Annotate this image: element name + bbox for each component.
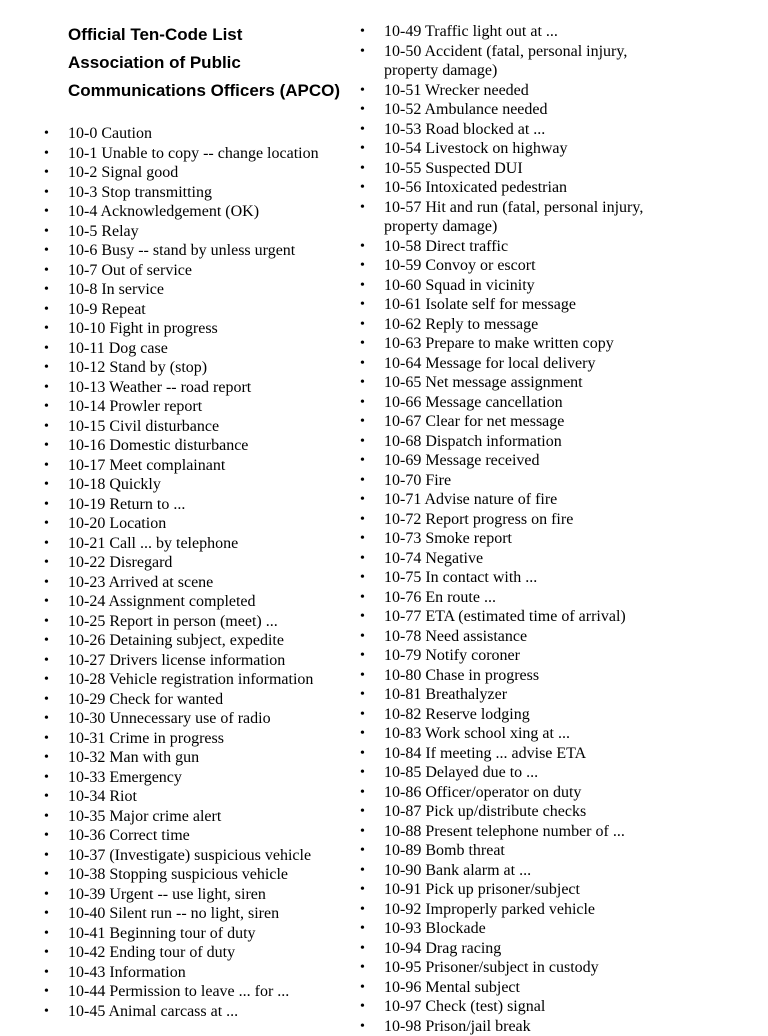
code-list-item: • 10-79 Notify coroner [384, 646, 674, 666]
code-list-item: • 10-54 Livestock on highway [384, 139, 674, 159]
code-list-item: • 10-61 Isolate self for message [384, 295, 674, 315]
code-list-item: • 10-29 Check for wanted [68, 690, 348, 710]
code-list-item: • 10-95 Prisoner/subject in custody [384, 958, 674, 978]
code-list-item: • 10-74 Negative [384, 549, 674, 569]
code-list-item: • 10-35 Major crime alert [68, 807, 348, 827]
code-list-item: • 10-81 Breathalyzer [384, 685, 674, 705]
code-list-item: • 10-31 Crime in progress [68, 729, 348, 749]
code-list-item: • 10-55 Suspected DUI [384, 159, 674, 179]
code-list-item: • 10-60 Squad in vicinity [384, 276, 674, 296]
code-list-item: • 10-38 Stopping suspicious vehicle [68, 865, 348, 885]
code-list-item: • 10-3 Stop transmitting [68, 183, 348, 203]
code-list-item: • 10-9 Repeat [68, 300, 348, 320]
code-list-item: • 10-53 Road blocked at ... [384, 120, 674, 140]
code-list-item: • 10-87 Pick up/distribute checks [384, 802, 674, 822]
code-list-item: • 10-59 Convoy or escort [384, 256, 674, 276]
code-list-item: • 10-25 Report in person (meet) ... [68, 612, 348, 632]
code-list-item: • 10-93 Blockade [384, 919, 674, 939]
code-list-item: • 10-78 Need assistance [384, 627, 674, 647]
code-list-item: • 10-66 Message cancellation [384, 393, 674, 413]
code-list-item: • 10-26 Detaining subject, expedite [68, 631, 348, 651]
code-list-item: • 10-21 Call ... by telephone [68, 534, 348, 554]
code-list-item: • 10-72 Report progress on fire [384, 510, 674, 530]
code-list-item: • 10-20 Location [68, 514, 348, 534]
code-list-item: • 10-64 Message for local delivery [384, 354, 674, 374]
code-list-item: • 10-34 Riot [68, 787, 348, 807]
code-list-item: • 10-63 Prepare to make written copy [384, 334, 674, 354]
code-list-item: • 10-45 Animal carcass at ... [68, 1002, 348, 1022]
code-list-item: • 10-42 Ending tour of duty [68, 943, 348, 963]
code-list-item: • 10-32 Man with gun [68, 748, 348, 768]
code-list-item: • 10-39 Urgent -- use light, siren [68, 885, 348, 905]
code-list-item: • 10-69 Message received [384, 451, 674, 471]
code-list-item: • 10-41 Beginning tour of duty [68, 924, 348, 944]
code-list-item: • 10-82 Reserve lodging [384, 705, 674, 725]
code-list-item: • 10-11 Dog case [68, 339, 348, 359]
code-list-item: • 10-43 Information [68, 963, 348, 983]
code-list-item: • 10-33 Emergency [68, 768, 348, 788]
code-list-item: • 10-88 Present telephone number of ... [384, 822, 674, 842]
code-list-item: • 10-91 Pick up prisoner/subject [384, 880, 674, 900]
code-list-item: • 10-77 ETA (estimated time of arrival) [384, 607, 674, 627]
code-list-item: • 10-5 Relay [68, 222, 348, 242]
code-list-item: • 10-15 Civil disturbance [68, 417, 348, 437]
title-line-1: Official Ten-Code List [68, 21, 358, 49]
title-line-2: Association of Public [68, 49, 358, 77]
code-list-item: • 10-37 (Investigate) suspicious vehicle [68, 846, 348, 866]
title-line-3: Communications Officers (APCO) [68, 77, 358, 105]
code-list-item: • 10-62 Reply to message [384, 315, 674, 335]
code-list-item: • 10-92 Improperly parked vehicle [384, 900, 674, 920]
code-list-item: • 10-90 Bank alarm at ... [384, 861, 674, 881]
code-list-item: • 10-68 Dispatch information [384, 432, 674, 452]
code-list-item: • 10-17 Meet complainant [68, 456, 348, 476]
code-list-item: • 10-19 Return to ... [68, 495, 348, 515]
code-list-item: • 10-27 Drivers license information [68, 651, 348, 671]
code-list-item: • 10-84 If meeting ... advise ETA [384, 744, 674, 764]
code-list-item: • 10-49 Traffic light out at ... [384, 22, 674, 42]
code-list-item: • 10-80 Chase in progress [384, 666, 674, 686]
code-list-item: • 10-12 Stand by (stop) [68, 358, 348, 378]
code-list-item: • 10-36 Correct time [68, 826, 348, 846]
code-list-item: • 10-1 Unable to copy -- change location [68, 144, 348, 164]
code-list-item: • 10-28 Vehicle registration information [68, 670, 348, 690]
code-list-item: • 10-94 Drag racing [384, 939, 674, 959]
code-list-item: • 10-51 Wrecker needed [384, 81, 674, 101]
code-list-item: • 10-86 Officer/operator on duty [384, 783, 674, 803]
code-list-item: • 10-0 Caution [68, 124, 348, 144]
code-list-item: • 10-22 Disregard [68, 553, 348, 573]
code-list-item: • 10-76 En route ... [384, 588, 674, 608]
code-list-item: • 10-30 Unnecessary use of radio [68, 709, 348, 729]
document-title [68, 21, 358, 105]
code-list-item: • 10-23 Arrived at scene [68, 573, 348, 593]
code-list-item: • 10-73 Smoke report [384, 529, 674, 549]
code-list-item: • 10-70 Fire [384, 471, 674, 491]
code-list-item: • 10-13 Weather -- road report [68, 378, 348, 398]
code-list-item: • 10-65 Net message assignment [384, 373, 674, 393]
code-list-item: • 10-50 Accident (fatal, personal injury, property damage) [384, 42, 674, 81]
code-list-item: • 10-7 Out of service [68, 261, 348, 281]
code-list-item: • 10-4 Acknowledgement (OK) [68, 202, 348, 222]
code-list-item: • 10-67 Clear for net message [384, 412, 674, 432]
code-list-item: • 10-96 Mental subject [384, 978, 674, 998]
code-list-item: • 10-57 Hit and run (fatal, personal injury, property damage) [384, 198, 674, 237]
code-list-item: • 10-71 Advise nature of fire [384, 490, 674, 510]
code-list-item: • 10-8 In service [68, 280, 348, 300]
code-list-item: • 10-2 Signal good [68, 163, 348, 183]
code-list-item: • 10-75 In contact with ... [384, 568, 674, 588]
code-list-item: • 10-83 Work school xing at ... [384, 724, 674, 744]
code-list-item: • 10-58 Direct traffic [384, 237, 674, 257]
code-list-item: • 10-52 Ambulance needed [384, 100, 674, 120]
code-list-item: • 10-40 Silent run -- no light, siren [68, 904, 348, 924]
code-list-item: • 10-16 Domestic disturbance [68, 436, 348, 456]
code-list-item: • 10-44 Permission to leave ... for ... [68, 982, 348, 1002]
code-list-item: • 10-10 Fight in progress [68, 319, 348, 339]
ten-code-list-left [68, 124, 348, 1021]
code-list-item: • 10-24 Assignment completed [68, 592, 348, 612]
code-list-item: • 10-18 Quickly [68, 475, 348, 495]
code-list-item: • 10-6 Busy -- stand by unless urgent [68, 241, 348, 261]
code-list-item: • 10-14 Prowler report [68, 397, 348, 417]
code-list-item: • 10-56 Intoxicated pedestrian [384, 178, 674, 198]
code-list-item: • 10-98 Prison/jail break [384, 1017, 674, 1036]
code-list-item: • 10-85 Delayed due to ... [384, 763, 674, 783]
code-list-item: • 10-89 Bomb threat [384, 841, 674, 861]
code-list-item: • 10-97 Check (test) signal [384, 997, 674, 1017]
ten-code-list-right [384, 22, 674, 1036]
